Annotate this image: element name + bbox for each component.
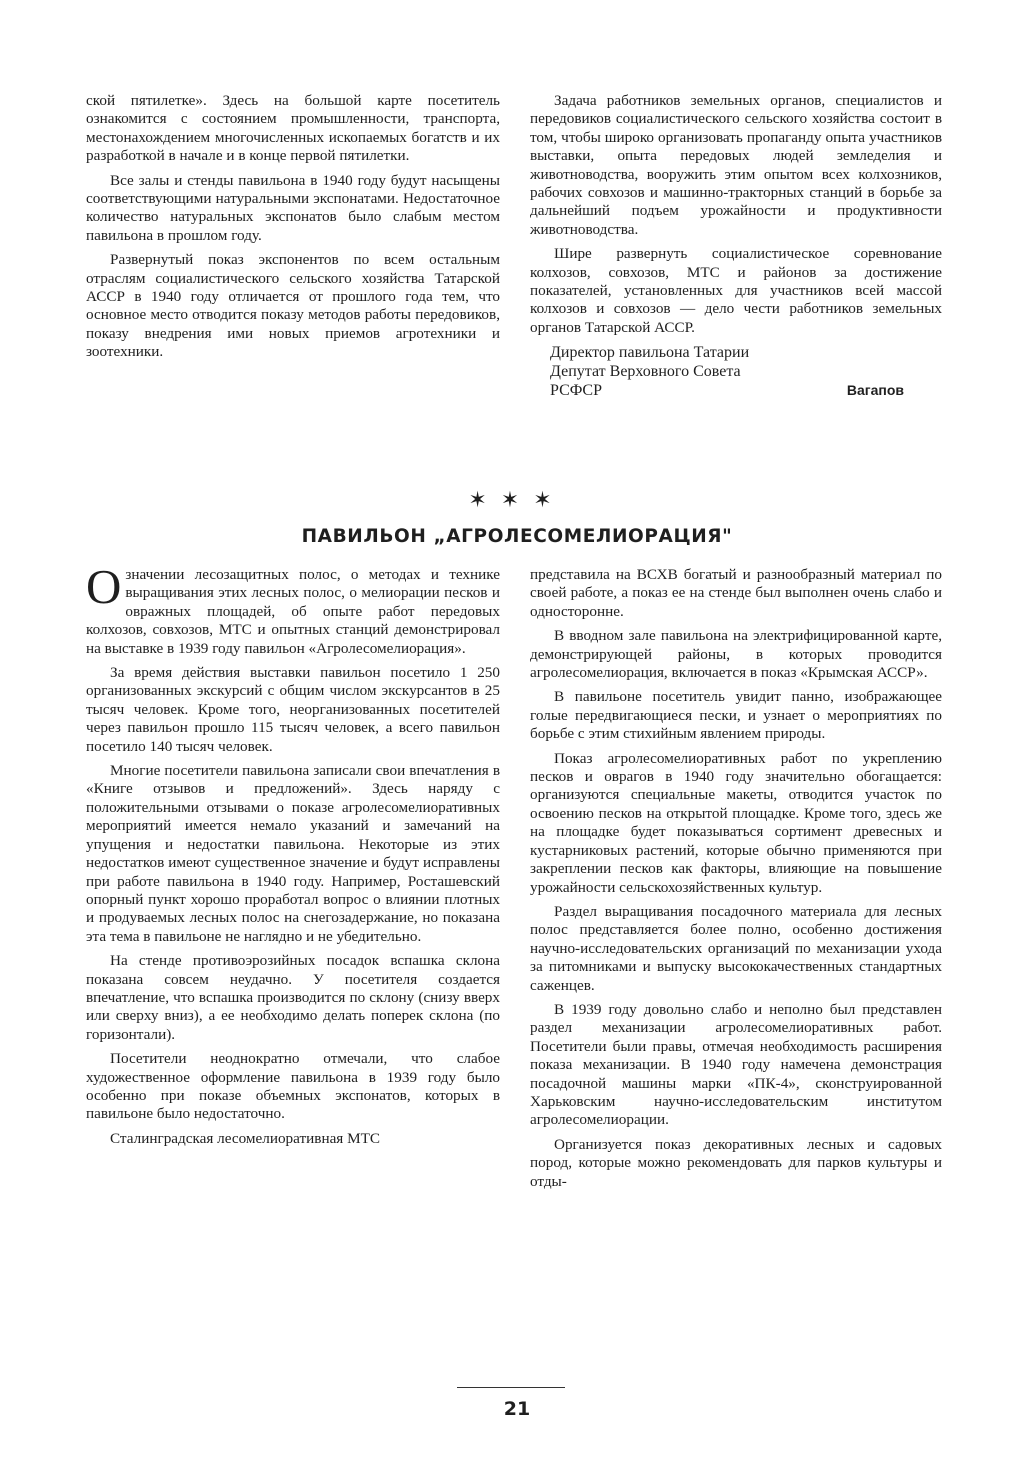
paragraph: Сталинградская лесомелиоративная МТС bbox=[110, 1129, 381, 1147]
top-right-column bbox=[530, 92, 942, 400]
paragraph: Развернутый показ экспонентов по всем остальным отраслям социалистического сельского хозяйства Татарской АССР в 1940 году отличается от прошлого года тем, что основное место отводится показу методов работы передовиков, показу внедрения ими новых приемов агротехники и зоотехники. bbox=[86, 251, 500, 361]
signature-line: РСФСР bbox=[550, 382, 602, 400]
signature-name: Вагапов bbox=[846, 382, 904, 399]
paragraph: В павильоне посетитель увидит панно, изображающее голые передвигающиеся пески, и узнает о мероприятиях по борьбе с этим стихийным явлением природы. bbox=[530, 688, 942, 743]
paragraph: Многие посетители павильона записали свои впечатления в «Книге отзывов и предложений». Здесь наряду с положительными отзывами о показе агролесомелиоративных мероприятий имеется немало указаний и замечаний на упущения и недостатки павильона. Некоторые из этих недостатков имеют существенное значение и будут исправлены при работе павильона в 1940 году. Например, Росташевский опорный пункт хорошо проработал вопрос о влиянии плотных и продуваемых лесных полос на снегозадержание, но показана эта тема в павильоне не наглядно и не убедительно. bbox=[86, 762, 500, 945]
paragraph: За время действия выставки павильон посетило 1 250 организованных экскурсий с общим числом экскурсантов в 25 тысяч человек. Кроме того, неорганизованных посетителей через павильон прошло 115 тысяч человек, а всего павильон посетило 140 тысяч человек. bbox=[86, 664, 500, 755]
paragraph: Все залы и стенды павильона в 1940 году будут насыщены соответствующими натуральными экспонатами. Недостаточное количество натуральных экспонатов было слабым местом павильона в прошлом году. bbox=[86, 171, 500, 244]
page-number-rule bbox=[457, 1387, 565, 1388]
top-left-column bbox=[86, 92, 500, 368]
paragraph: Раздел выращивания посадочного материала для лесных полос представляется более полно, особенно достижения научно-исследовательских организаций по механизации ухода за питомниками и выпуску высококачественных стандартных саженцев. bbox=[530, 902, 942, 994]
signature-line: Директор павильона Татарии bbox=[550, 344, 750, 362]
paragraph: представила на ВСХВ богатый и разнообразный материал по своей работе, а показ ее на стенде был выполнен очень слабо и односторонне. bbox=[530, 566, 942, 620]
paragraph: Шире развернуть социалистическое соревнование колхозов, совхозов, МТС и районов за достижение показателей, установленных для участников всей массой колхозов и совхозов — дело чести работников земельных органов Татарской АССР. bbox=[530, 245, 942, 336]
paragraph: В вводном зале павильона на электрифицированной карте, демонстрирующей районы, в которых проводится агролесомелиорация, включается в показ «Крымская АССР». bbox=[530, 627, 942, 682]
bottom-left-column bbox=[86, 559, 500, 1154]
section-title: ПАВИЛЬОН „АГРОЛЕСОМЕЛИОРАЦИЯ" bbox=[301, 526, 733, 547]
drop-cap: О bbox=[86, 559, 122, 614]
paragraph: Посетители неоднократно отмечали, что слабое художественное оформление павильона в 1939 году было особенно при показе объемных экспонатов, которых в павильоне было недостаточно. bbox=[86, 1050, 500, 1123]
paragraph: На стенде противоэрозийных посадок вспашка склона показана совсем неудачно. У посетителя создается впечатление, что вспашка производится по склону (снизу вверх или сверху вниз), а ее необходимо делать поперек склона (по горизонтали). bbox=[86, 952, 500, 1043]
bottom-right-column bbox=[530, 566, 942, 1197]
signature-line: Депутат Верховного Совета bbox=[550, 363, 741, 381]
paragraph: Организуется показ декоративных лесных и садовых пород, которые можно рекомендовать для парков культуры и отды- bbox=[530, 1135, 942, 1190]
signature-block bbox=[530, 343, 942, 400]
paragraph: Задача работников земельных органов, специалистов и передовиков социалистического сельского хозяйства состоит в том, чтобы широко организовать пропаганду опыта участников выставки, опыта передовых людей земледелия и животноводства, вооружить этим опытом всех колхозников, рабочих совхозов и машинно-тракторных станций в борьбе за дальнейший подъем урожайности и продуктивности животноводства. bbox=[530, 92, 942, 238]
paragraph: В 1939 году довольно слабо и неполно был представлен раздел механизации агролесомелиоративных работ. Посетители были правы, отмечая необходимость расширения показа механизации. В 1940 году намечена демонстрация посадочной машины марки «ПК-4», сконструированной Харьковским научно-исследовательским институтом агролесомелиорации. bbox=[530, 1000, 942, 1129]
paragraph: ской пятилетке». Здесь на большой карте посетитель ознакомится с состоянием промышленности, транспорта, местонахождением многочисленных ископаемых богатств и их разработкой в начале и в конце первой пятилетки. bbox=[86, 92, 500, 165]
page-number: 21 bbox=[503, 1398, 531, 1420]
paragraph bbox=[86, 559, 500, 658]
section-separator: ✶✶✶ bbox=[468, 488, 566, 513]
paragraph: Показ агролесомелиоративных работ по укреплению песков и оврагов в 1940 году значительно обогащается: организуются специальные макеты, отводится участок по освоению песков на открытой площадке. Кроме того, здесь же на площадке будет показываться сортимент древесных и кустарниковых растений, которые обычно применяются при закреплении песков как факторы, влияющие на повышение урожайности сельскохозяйственных культур. bbox=[530, 749, 942, 896]
paragraph-text: значении лесозащитных полос, о методах и технике выращивания этих лесных полос, о мелиорации песков и овражных площадей, об опыте работ передовых колхозов, совхозов, МТС и опытных станций демонстрировал на выставке в 1939 году павильон «Агролесомелиорация». bbox=[86, 566, 500, 657]
